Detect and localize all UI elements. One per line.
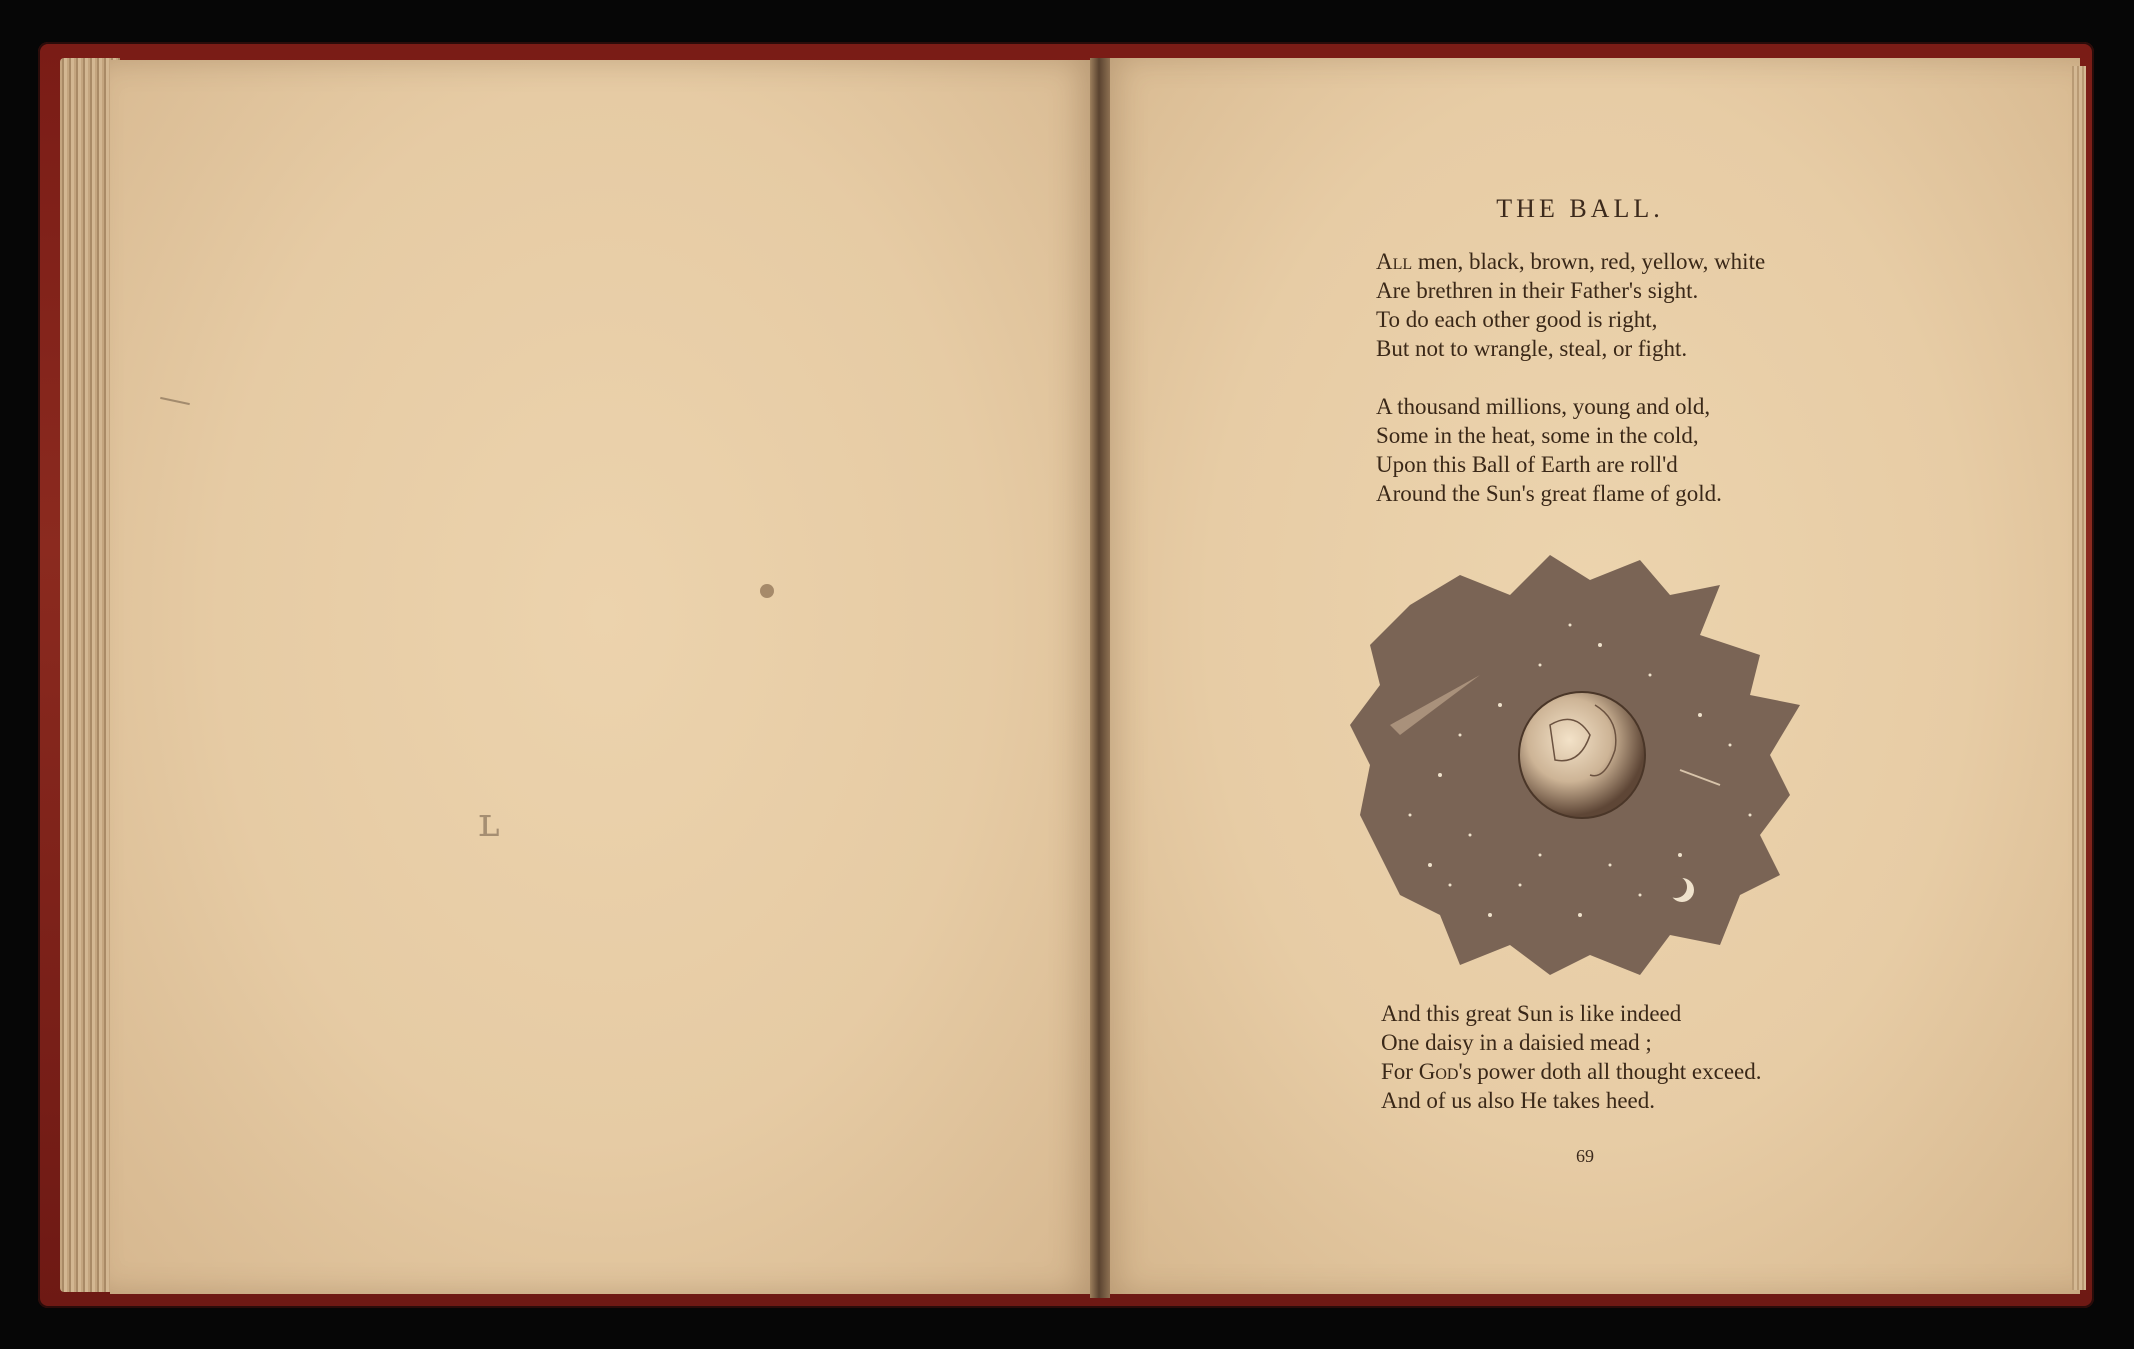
poem-line: To do each other good is right,: [1376, 307, 1658, 332]
poem-line: [1376, 247, 1765, 276]
poem-line: A thousand millions, young and old,: [1376, 394, 1711, 419]
poem-line: Are brethren in their Father's sight.: [1376, 278, 1699, 303]
earth-in-space-illustration: [1340, 535, 1820, 995]
poem-line: Some in the heat, some in the cold,: [1376, 423, 1699, 448]
poem-line: But not to wrangle, steal, or fight.: [1376, 336, 1688, 361]
poem-line: And of us also He takes heed.: [1381, 1088, 1656, 1113]
poem-line: Upon this Ball of Earth are roll'd: [1376, 452, 1678, 477]
small-caps-word: God: [1418, 1059, 1459, 1084]
poem-title: THE BALL.: [1496, 194, 1664, 223]
line-text: For: [1381, 1059, 1419, 1084]
stanza-3: [1381, 999, 1762, 1115]
pencil-mark: ʟ: [478, 800, 500, 846]
ink-smudge: [760, 584, 774, 598]
poem-line: [1381, 1057, 1762, 1086]
page-edges-right: [2072, 66, 2086, 1290]
stanza-2: [1376, 392, 1722, 508]
line-text: men, black, brown, red, yellow, white: [1412, 249, 1766, 274]
book-gutter: [1090, 58, 1110, 1298]
poem-line: Around the Sun's great flame of gold.: [1376, 481, 1722, 506]
globe: [1519, 692, 1645, 818]
line-text: 's power doth all thought exceed.: [1458, 1059, 1762, 1084]
poem-line: One daisy in a daisied mead ;: [1381, 1030, 1652, 1055]
page-number: 69: [1576, 1146, 1594, 1166]
drop-word: All: [1376, 249, 1413, 274]
left-page-blank: [110, 60, 1098, 1294]
poem-line: And this great Sun is like indeed: [1381, 1001, 1682, 1026]
stanza-1: [1376, 247, 1765, 363]
